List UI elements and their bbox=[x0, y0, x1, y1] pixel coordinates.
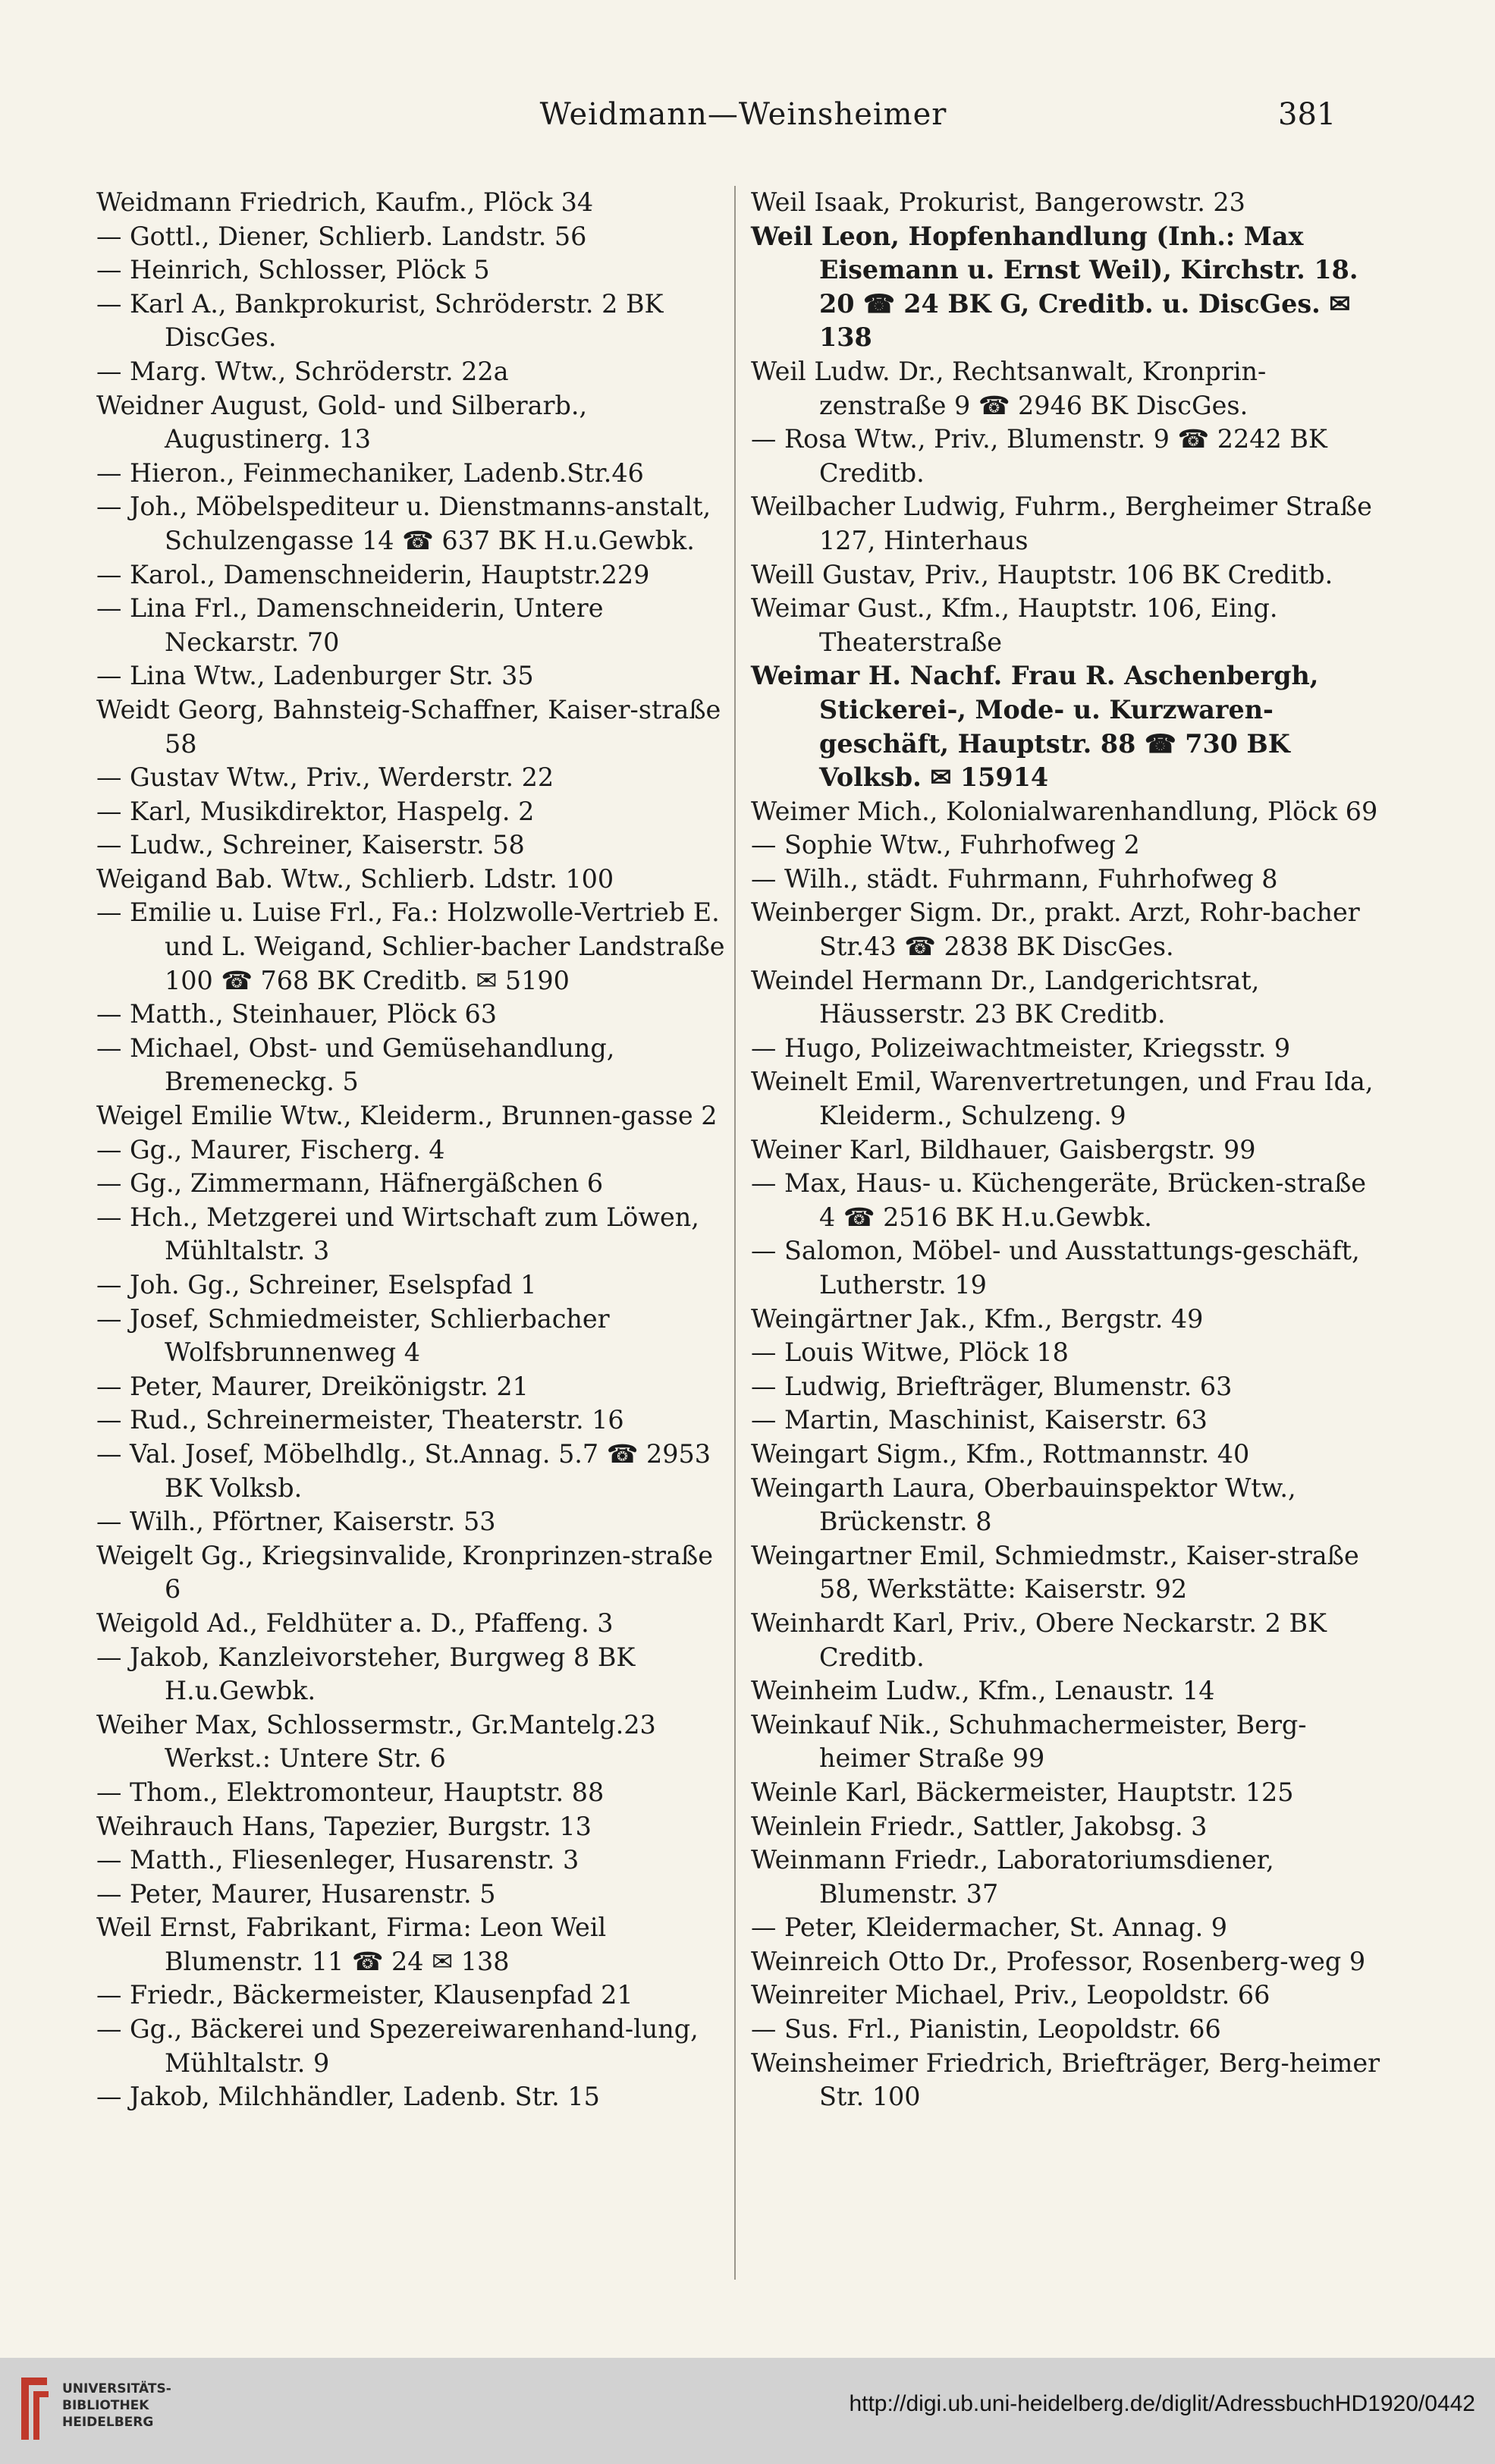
directory-entry: — Joh., Möbelspediteur u. Dienstmanns-anstalt, Schulzengasse 14 ☎ 637 BK H.u.Gewbk. bbox=[96, 492, 711, 555]
directory-entry: — Ludwig, Briefträger, Blumenstr. 63 bbox=[751, 1371, 1233, 1401]
directory-entry: — Gustav Wtw., Priv., Werderstr. 22 bbox=[96, 762, 554, 793]
directory-entry: Weimar H. Nachf. Frau R. Aschenbergh, Stickerei-, Mode- u. Kurzwaren-geschäft, Hauptstr. 88 ☎ 730 BK Volksb. ✉ 15914 bbox=[751, 661, 1319, 793]
directory-entry: — Emilie u. Luise Frl., Fa.: Holzwolle-Vertrieb E. und L. Weigand, Schlier-bacher Landstraße 100 ☎ 768 BK Creditb. ✉ 5190 bbox=[96, 897, 725, 995]
directory-entry: — Josef, Schmiedmeister, Schlierbacher Wolfsbrunnenweg 4 bbox=[96, 1303, 610, 1368]
footer-bar bbox=[0, 2358, 1495, 2464]
directory-entry: Weigold Ad., Feldhüter a. D., Pfaffeng. 3 bbox=[96, 1608, 614, 1638]
directory-entry: — Gg., Bäckerei und Spezereiwarenhand-lung, Mühltalstr. 9 bbox=[96, 2014, 699, 2078]
directory-entry: Weinlein Friedr., Sattler, Jakobsg. 3 bbox=[751, 1811, 1208, 1841]
directory-entry: Weinhardt Karl, Priv., Obere Neckarstr. 2 BK Creditb. bbox=[751, 1608, 1327, 1672]
directory-entry: — Gg., Zimmermann, Häfnergäßchen 6 bbox=[96, 1168, 604, 1199]
left-column bbox=[96, 186, 726, 2114]
directory-entry: Weiher Max, Schlossermstr., Gr.Mantelg.23 Werkst.: Untere Str. 6 bbox=[96, 1709, 656, 1774]
directory-entry: — Rosa Wtw., Priv., Blumenstr. 9 ☎ 2242 BK Creditb. bbox=[751, 424, 1327, 488]
directory-entry: — Gg., Maurer, Fischerg. 4 bbox=[96, 1134, 445, 1164]
directory-entry: — Sus. Frl., Pianistin, Leopoldstr. 66 bbox=[751, 2014, 1221, 2044]
directory-entry: — Peter, Kleidermacher, St. Annag. 9 bbox=[751, 1912, 1228, 1943]
directory-entry: Weidt Georg, Bahnsteig-Schaffner, Kaiser-straße 58 bbox=[96, 694, 721, 759]
directory-entry: — Matth., Fliesenleger, Husarenstr. 3 bbox=[96, 1845, 579, 1875]
directory-entry: — Jakob, Milchhändler, Ladenb. Str. 15 bbox=[96, 2082, 600, 2112]
directory-entry: — Thom., Elektromonteur, Hauptstr. 88 bbox=[96, 1777, 605, 1807]
directory-entry: Weinkauf Nik., Schuhmachermeister, Berg-heimer Straße 99 bbox=[751, 1709, 1307, 1774]
directory-entry: Weinmann Friedr., Laboratoriumsdiener, Blumenstr. 37 bbox=[751, 1845, 1274, 1909]
directory-entry: Weingartner Emil, Schmiedmstr., Kaiser-straße 58, Werkstätte: Kaiserstr. 92 bbox=[751, 1540, 1359, 1604]
directory-entry: Weinreich Otto Dr., Professor, Rosenberg-weg 9 bbox=[751, 1946, 1366, 1976]
directory-entry: Weinreiter Michael, Priv., Leopoldstr. 66 bbox=[751, 1980, 1270, 2010]
directory-entry: — Hch., Metzgerei und Wirtschaft zum Löwen, Mühltalstr. 3 bbox=[96, 1202, 699, 1266]
column-divider bbox=[734, 186, 736, 2280]
directory-entry: — Joh. Gg., Schreiner, Eselspfad 1 bbox=[96, 1270, 537, 1300]
directory-entry: Weidner August, Gold- und Silberarb., Augustinerg. 13 bbox=[96, 390, 588, 454]
directory-entry: — Hugo, Polizeiwachtmeister, Kriegsstr. 9 bbox=[751, 1032, 1291, 1063]
directory-entry: Weigel Emilie Wtw., Kleiderm., Brunnen-gasse 2 bbox=[96, 1101, 718, 1131]
directory-entry: Weinsheimer Friedrich, Briefträger, Berg-heimer Str. 100 bbox=[751, 2048, 1380, 2112]
library-name-line: UNIVERSITÄTS- bbox=[62, 2381, 171, 2396]
directory-entry: — Michael, Obst- und Gemüsehandlung, Bremeneckg. 5 bbox=[96, 1032, 615, 1097]
directory-entry: — Jakob, Kanzleivorsteher, Burgweg 8 BK H.u.Gewbk. bbox=[96, 1642, 636, 1706]
directory-entry: Weinle Karl, Bäckermeister, Hauptstr. 125 bbox=[751, 1777, 1294, 1807]
directory-entry: Weil Isaak, Prokurist, Bangerowstr. 23 bbox=[751, 187, 1245, 217]
directory-entry: — Salomon, Möbel- und Ausstattungs-geschäft, Lutherstr. 19 bbox=[751, 1236, 1360, 1300]
page-number: 381 bbox=[1278, 97, 1336, 132]
directory-entry: — Wilh., Pförtner, Kaiserstr. 53 bbox=[96, 1507, 496, 1537]
directory-entry: — Friedr., Bäckermeister, Klausenpfad 21 bbox=[96, 1980, 633, 2010]
directory-entry: Weihrauch Hans, Tapezier, Burgstr. 13 bbox=[96, 1811, 592, 1841]
directory-entry: Weingarth Laura, Oberbauinspektor Wtw., Brückenstr. 8 bbox=[751, 1472, 1296, 1537]
directory-entry: — Karl, Musikdirektor, Haspelg. 2 bbox=[96, 796, 535, 826]
directory-entry: Weilbacher Ludwig, Fuhrm., Bergheimer Straße 127, Hinterhaus bbox=[751, 492, 1372, 555]
directory-entry: Weidmann Friedrich, Kaufm., Plöck 34 bbox=[96, 187, 594, 217]
directory-entry: — Lina Wtw., Ladenburger Str. 35 bbox=[96, 661, 534, 691]
directory-entry: Weinelt Emil, Warenvertretungen, und Frau Ida, Kleiderm., Schulzeng. 9 bbox=[751, 1067, 1374, 1131]
directory-entry: — Val. Josef, Möbelhdlg., St.Annag. 5.7 ☎ 2953 BK Volksb. bbox=[96, 1438, 711, 1503]
directory-entry: — Marg. Wtw., Schröderstr. 22a bbox=[96, 356, 509, 386]
directory-entry: — Max, Haus- u. Küchengeräte, Brücken-straße 4 ☎ 2516 BK H.u.Gewbk. bbox=[751, 1168, 1367, 1232]
library-name-line: HEIDELBERG bbox=[62, 2415, 154, 2430]
directory-entry: Weinberger Sigm. Dr., prakt. Arzt, Rohr-bacher Str.43 ☎ 2838 BK DiscGes. bbox=[751, 897, 1360, 962]
directory-entry: — Sophie Wtw., Fuhrhofweg 2 bbox=[751, 830, 1140, 860]
directory-entry: Weinheim Ludw., Kfm., Lenaustr. 14 bbox=[751, 1676, 1215, 1706]
directory-entry: Weil Ludw. Dr., Rechtsanwalt, Kronprin-zenstraße 9 ☎ 2946 BK DiscGes. bbox=[751, 356, 1267, 420]
directory-entry: Weiner Karl, Bildhauer, Gaisbergstr. 99 bbox=[751, 1134, 1256, 1164]
directory-entry: — Ludw., Schreiner, Kaiserstr. 58 bbox=[96, 830, 525, 860]
library-name bbox=[62, 2381, 206, 2431]
directory-entry: Weigand Bab. Wtw., Schlierb. Ldstr. 100 bbox=[96, 863, 614, 894]
directory-entry: — Karol., Damenschneiderin, Hauptstr.229 bbox=[96, 559, 650, 589]
directory-entry: — Rud., Schreinermeister, Theaterstr. 16 bbox=[96, 1405, 624, 1435]
library-logo-icon bbox=[17, 2370, 53, 2447]
directory-entry: — Lina Frl., Damenschneiderin, Untere Neckarstr. 70 bbox=[96, 593, 604, 657]
directory-entry: — Karl A., Bankprokurist, Schröderstr. 2 BK DiscGes. bbox=[96, 288, 664, 353]
directory-entry: — Matth., Steinhauer, Plöck 63 bbox=[96, 999, 498, 1029]
directory-entry: Weingart Sigm., Kfm., Rottmannstr. 40 bbox=[751, 1438, 1250, 1469]
page-header bbox=[0, 97, 1495, 150]
directory-entry: — Heinrich, Schlosser, Plöck 5 bbox=[96, 255, 490, 285]
directory-entry: Weindel Hermann Dr., Landgerichtsrat, Häusserstr. 23 BK Creditb. bbox=[751, 965, 1260, 1029]
directory-entry: Weimar Gust., Kfm., Hauptstr. 106, Eing. Theaterstraße bbox=[751, 593, 1278, 657]
directory-entry: Weil Leon, Hopfenhandlung (Inh.: Max Eisemann u. Ernst Weil), Kirchstr. 18. 20 ☎ 24 BK G, Creditb. u. DiscGes. ✉ 138 bbox=[751, 221, 1358, 353]
source-url[interactable]: http://digi.ub.uni-heidelberg.de/diglit/AdressbuchHD1920/0442 bbox=[849, 2391, 1475, 2416]
directory-entry: — Peter, Maurer, Dreikönigstr. 21 bbox=[96, 1371, 529, 1401]
right-column bbox=[751, 186, 1380, 2114]
page-title: Weidmann—Weinsheimer bbox=[539, 97, 947, 132]
library-name-line: BIBLIOTHEK bbox=[62, 2398, 149, 2413]
directory-entry: Weill Gustav, Priv., Hauptstr. 106 BK Creditb. bbox=[751, 559, 1333, 589]
directory-entry: Weingärtner Jak., Kfm., Bergstr. 49 bbox=[751, 1303, 1204, 1334]
directory-entry: — Louis Witwe, Plöck 18 bbox=[751, 1337, 1069, 1368]
directory-entry: Weil Ernst, Fabrikant, Firma: Leon Weil Blumenstr. 11 ☎ 24 ✉ 138 bbox=[96, 1912, 607, 1976]
directory-entry: — Gottl., Diener, Schlierb. Landstr. 56 bbox=[96, 221, 587, 251]
directory-entry: — Martin, Maschinist, Kaiserstr. 63 bbox=[751, 1405, 1208, 1435]
directory-entry: — Hieron., Feinmechaniker, Ladenb.Str.46 bbox=[96, 457, 644, 488]
directory-entry: Weimer Mich., Kolonialwarenhandlung, Plöck 69 bbox=[751, 796, 1378, 826]
directory-entry: — Wilh., städt. Fuhrmann, Fuhrhofweg 8 bbox=[751, 863, 1278, 894]
directory-entry: — Peter, Maurer, Husarenstr. 5 bbox=[96, 1878, 496, 1909]
directory-entry: Weigelt Gg., Kriegsinvalide, Kronprinzen-straße 6 bbox=[96, 1540, 713, 1604]
